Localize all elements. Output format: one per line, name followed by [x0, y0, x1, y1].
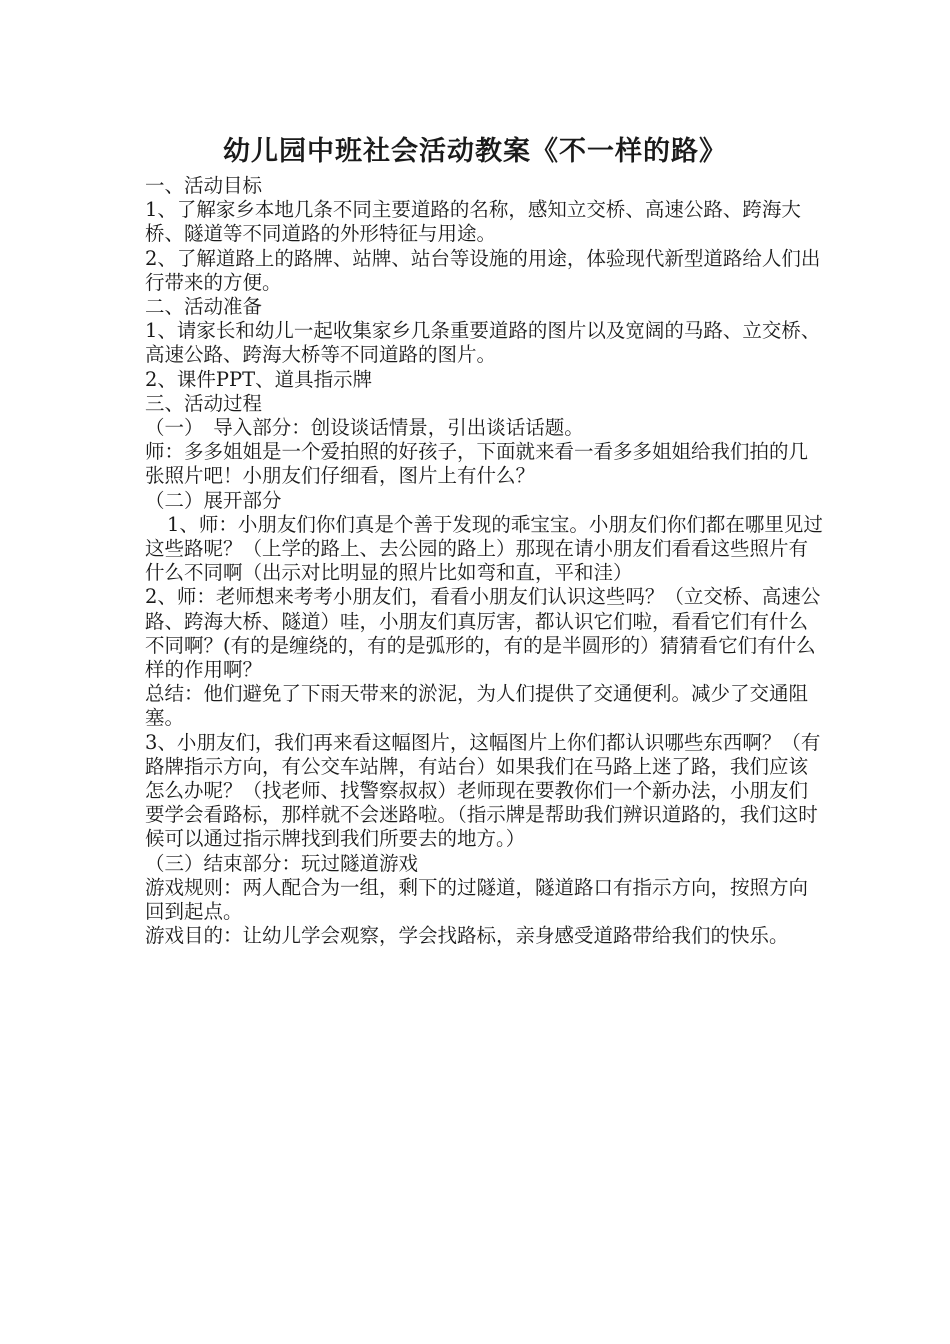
process-part-2-heading: （二）展开部分 [145, 488, 282, 512]
process-part-2-item-3: 3、小朋友们，我们再来看这幅图片，这幅图片上你们都认识哪些东西啊？（有路牌指示方向，有公交车站牌，有站台）如果我们在马路上迷了路，我们应该怎么办呢？（找老师、找警察叔叔）老师现在要教你们一个新办法，小朋友们要学会看路标，那样就不会迷路啦。（指示牌是帮助我们辨识道路的，我们这时候可以通过指示牌找到我们所要去的地方。） [145, 730, 821, 851]
document-title: 幼儿园中班社会活动教案《不一样的路》 [223, 136, 727, 167]
process-part-2-item-1: 1、师：小朋友们你们真是个善于发现的乖宝宝。小朋友们你们都在哪里见过这些路呢？（上学的路上、去公园的路上）那现在请小朋友们看看这些照片有什么不同啊（出示对比明显的照片比如弯和直，平和洼） [145, 512, 823, 585]
process-part-1-text: 师：多多姐姐是一个爱拍照的好孩子，下面就来看一看多多姐姐给我们拍的几张照片吧！小朋友们仔细看，图片上有什么？ [145, 440, 809, 488]
objective-item-1: 1、了解家乡本地几条不同主要道路的名称，感知立交桥、高速公路、跨海大桥、隧道等不同道路的外形特征与用途。 [145, 198, 801, 246]
process-part-2-item-2: 2、师：老师想来考考小朋友们，看看小朋友们认识这些吗？（立交桥、高速公路、跨海大桥、隧道）哇，小朋友们真厉害，都认识它们啦，看看它们有什么不同啊？(有的是缠绕的，有的是弧形的，有的是半圆形的）猜猜看它们有什么样的作用啊？ [145, 585, 821, 682]
process-part-1-heading: （一） 导入部分：创设谈话情景，引出谈话话题。 [145, 416, 584, 440]
preparation-item-1: 1、请家长和幼儿一起收集家乡几条重要道路的图片以及宽阔的马路、立交桥、高速公路、跨海大桥等不同道路的图片。 [145, 319, 821, 367]
objective-item-2: 2、了解道路上的路牌、站牌、站台等设施的用途，体验现代新型道路给人们出行带来的方便。 [145, 246, 821, 294]
game-purpose: 游戏目的：让幼儿学会观察，学会找路标，亲身感受道路带给我们的快乐。 [145, 924, 789, 948]
section-heading-objectives: 一、活动目标 [145, 174, 263, 197]
process-summary: 总结：他们避免了下雨天带来的淤泥，为人们提供了交通便利。减少了交通阻塞。 [145, 682, 809, 730]
section-heading-process: 三、活动过程 [145, 391, 263, 415]
section-heading-preparation: 二、活动准备 [145, 295, 263, 319]
game-rules: 游戏规则：两人配合为一组，剩下的过隧道，隧道路口有指示方向，按照方向回到起点。 [145, 875, 809, 924]
document-body [145, 174, 825, 949]
process-part-3-heading: （三）结束部分：玩过隧道游戏 [145, 851, 419, 875]
preparation-item-2: 2、课件PPT、道具指示牌 [145, 367, 373, 391]
